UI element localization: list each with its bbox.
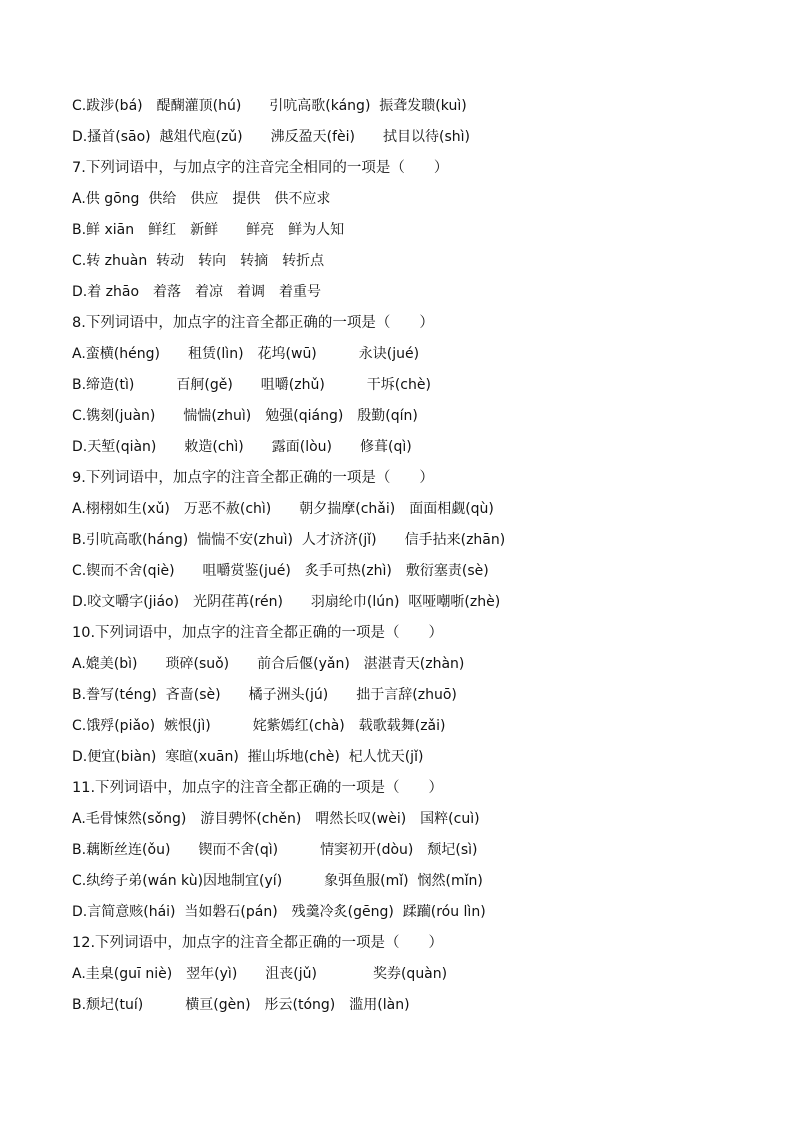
option-line: A.媲美(bì) 琐碎(suǒ) 前合后偃(yǎn) 湛湛青天(zhàn) [72,656,465,672]
question-stem: 9.下列词语中，加点字的注音全都正确的一项是（ ） [72,470,434,486]
option-line: B.引吭高歌(háng) 惴惴不安(zhuì) 人才济济(jǐ) 信手拈来(zhān) [72,532,506,548]
option-line: B.誊写(téng) 吝啬(sè) 橘子洲头(jú) 拙于言辞(zhuō) [72,687,457,703]
question-stem: 10.下列词语中，加点字的注音全都正确的一项是（ ） [72,625,444,641]
option-line: B.颓圮(tuí) 横亘(gèn) 彤云(tóng) 滥用(làn) [72,997,410,1013]
option-line: B.鲜 xiān 鲜红 新鲜 鲜亮 鲜为人知 [72,222,345,238]
option-line: A.蛮横(héng) 租赁(lìn) 花坞(wū) 永诀(jué) [72,346,420,362]
question-stem: 7.下列词语中，与加点字的注音完全相同的一项是（ ） [72,160,449,176]
question-stem: 8.下列词语中，加点字的注音全都正确的一项是（ ） [72,315,434,331]
option-line: A.毛骨悚然(sǒng) 游目骋怀(chěn) 喟然长叹(wèi) 国粹(cuì) [72,811,480,827]
option-line: C.跋涉(bá) 醍醐灌顶(hú) 引吭高歌(káng) 振聋发聩(kuì) [72,98,467,114]
question-stem: 12.下列词语中，加点字的注音全都正确的一项是（ ） [72,935,444,951]
option-line: D.着 zhāo 着落 着凉 着调 着重号 [72,284,322,300]
option-line: D.咬文嚼字(jiáo) 光阴荏苒(rén) 羽扇纶巾(lún) 呕哑嘲哳(zhè) [72,594,501,610]
option-line: A.栩栩如生(xǔ) 万恶不赦(chì) 朝夕揣摩(chǎi) 面面相觑(qù) [72,501,494,517]
option-line: B.缔造(tì) 百舸(gě) 咀嚼(zhǔ) 干坼(chè) [72,377,431,393]
option-line: C.镌刻(juàn) 惴惴(zhuì) 勉强(qiáng) 殷勤(qín) [72,408,418,424]
option-line: D.搔首(sāo) 越俎代庖(zǔ) 沸反盈天(fèi) 拭目以待(shì) [72,129,470,145]
option-line: C.转 zhuàn 转动 转向 转摘 转折点 [72,253,325,269]
option-line: C.饿殍(piǎo) 嫉恨(jì) 姹紫嫣红(chà) 载歌载舞(zǎi) [72,718,446,734]
option-line: A.圭臬(guī niè) 翌年(yì) 沮丧(jǔ) 奖券(quàn) [72,966,448,982]
option-line: C.锲而不舍(qiè) 咀嚼赏鉴(jué) 炙手可热(zhì) 敷衍塞责(sè) [72,563,489,579]
option-line: D.便宜(biàn) 寒暄(xuān) 摧山坼地(chè) 杞人忧天(jǐ) [72,749,424,765]
option-line: D.言简意赅(hái) 当如磐石(pán) 残羹冷炙(gēng) 蹂躏(róu lìn) [72,904,486,920]
option-line: D.天堑(qiàn) 敕造(chì) 露面(lòu) 修葺(qì) [72,439,412,455]
question-stem: 11.下列词语中，加点字的注音全都正确的一项是（ ） [72,780,444,796]
option-line: C.纨绔子弟(wán kù)因地制宜(yí) 象弭鱼服(mǐ) 悯然(mǐn) [72,873,483,889]
question-text-block [72,93,752,1023]
option-line: A.供 gōng 供给 供应 提供 供不应求 [72,191,331,207]
option-line: B.藕断丝连(ǒu) 锲而不舍(qì) 情窦初开(dòu) 颓圮(sì) [72,842,478,858]
